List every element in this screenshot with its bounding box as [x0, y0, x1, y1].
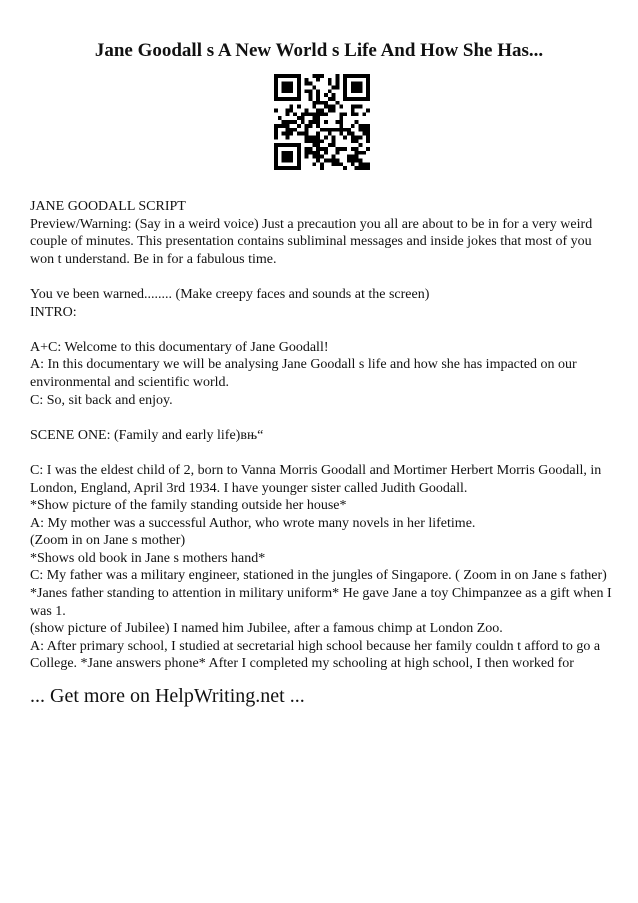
- early-life-line-8: A: After primary school, I studied at secretarial high school because her family couldn t afford to go a College. *Jane answers phone* After I completed my schooling at high school, I then worked for: [30, 638, 601, 672]
- paragraph-preview: [30, 198, 614, 268]
- early-life-line-5: *Shows old book in Jane s mothers hand*: [30, 550, 266, 566]
- paragraph-early-life: [30, 462, 614, 673]
- qr-code-icon: [274, 74, 370, 170]
- paragraph-welcome: [30, 339, 614, 409]
- warned-line: You ve been warned........ (Make creepy faces and sounds at the screen): [30, 286, 430, 302]
- early-life-line-4: (Zoom in on Jane s mother): [30, 533, 186, 549]
- enjoy-line: C: So, sit back and enjoy.: [30, 392, 173, 408]
- paragraph-scene-one: [30, 427, 614, 445]
- get-more-link[interactable]: ... Get more on HelpWriting.net ...: [30, 685, 305, 707]
- preview-warning: Preview/Warning: (Say in a weird voice) Just a precaution you all are about to be in for a very weird couple of minutes. This presentation contains subliminal messages and inside jokes that most of you won t understand. Be in for a fabulous time.: [30, 216, 593, 267]
- welcome-line: A+C: Welcome to this documentary of Jane Goodall!: [30, 339, 329, 355]
- early-life-line-1: C: I was the eldest child of 2, born to Vanna Morris Goodall and Mortimer Herbert Morris Goodall, in London, England, April 3rd 1934. I have younger sister called Judith Goodall.: [30, 462, 602, 496]
- early-life-line-7: (show picture of Jubilee) I named him Jubilee, after a famous chimp at London Zoo.: [30, 621, 503, 637]
- scene-one-heading: SCENE ONE: (Family and early life)вњ“: [30, 427, 264, 443]
- early-life-line-3: A: My mother was a successful Author, who wrote many novels in her lifetime.: [30, 515, 476, 531]
- script-heading: JANE GOODALL SCRIPT: [30, 199, 186, 214]
- document-title: Jane Goodall s A New World s Life And How She Has...: [94, 40, 544, 61]
- early-life-line-6: C: My father was a military engineer, stationed in the jungles of Singapore. ( Zoom in on Jane s father) *Janes father standing to attention in military uniform* He gave Jane a toy Chimpanzee as a gift when I was 1.: [30, 568, 612, 619]
- early-life-line-2: *Show picture of the family standing outside her house*: [30, 498, 347, 514]
- analysing-line: A: In this documentary we will be analysing Jane Goodall s life and how she has impacted on our environmental and scientific world.: [30, 357, 577, 390]
- paragraph-warned: [30, 286, 614, 321]
- intro-heading: INTRO:: [30, 304, 77, 320]
- script-body: [30, 198, 614, 691]
